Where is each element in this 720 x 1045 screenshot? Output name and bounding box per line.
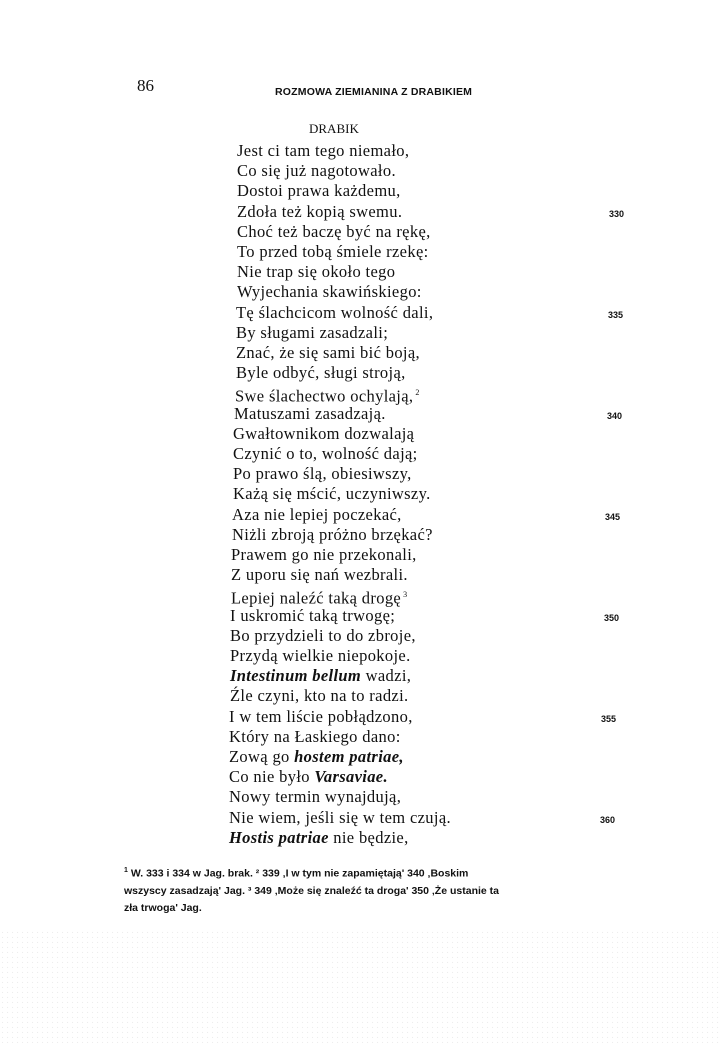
verse-text: Każą się mścić, uczyniwszy. xyxy=(233,484,431,504)
verse-line xyxy=(236,303,433,323)
verse-line xyxy=(229,747,404,767)
verse-line xyxy=(237,222,431,242)
verse-line xyxy=(230,686,409,706)
verse-line xyxy=(237,262,395,282)
footnote-text: W. 333 i 334 w Jag. brak. ² 339 ‚I w tym nie zapamiętają' 340 ‚Boskim xyxy=(130,867,469,880)
verse-text: Jest ci tam tego niemało, xyxy=(237,141,410,160)
verse-line xyxy=(237,141,409,161)
verse-line xyxy=(231,565,408,585)
footnotes xyxy=(124,862,616,917)
verse-line xyxy=(229,808,451,828)
verse-text: Wyjechania skawińskiego: xyxy=(237,282,422,302)
verse-line xyxy=(236,323,388,343)
line-number: 335 xyxy=(608,309,624,320)
verse-text: Nie wiem, jeśli się w tem czują. xyxy=(229,807,451,827)
verse-line xyxy=(233,444,418,464)
speaker-label: DRABIK xyxy=(309,121,359,136)
verse-line xyxy=(230,646,411,666)
verse-text: Gwałtownikom dozwalają xyxy=(233,423,415,443)
verse-text: Nie trap się około tego xyxy=(237,262,396,282)
verse-text: Bo przydzieli to do zbroje, xyxy=(230,625,416,645)
page-number: 86 xyxy=(137,76,154,95)
verse-line xyxy=(230,666,411,686)
verse-line xyxy=(236,363,406,383)
verse-line xyxy=(237,181,401,201)
verse-text: I w tem liście pobłądzono, xyxy=(229,706,413,726)
line-number: 355 xyxy=(601,713,617,724)
verse-text: Lepiej naleźć taką drogę xyxy=(231,588,402,608)
verse-line xyxy=(229,787,401,807)
verse-text: Swe ślachectwo ochylają, xyxy=(235,386,414,406)
verse-text: Tę ślachcicom wolność dali, xyxy=(236,302,434,322)
verse-text: Znać, że się sami bić boją, xyxy=(236,343,421,362)
verse-line xyxy=(229,828,409,848)
verse-text: Czynić o to, wolność dają; xyxy=(233,444,418,463)
verse-text: Choć też baczę być na rękę, xyxy=(237,221,431,241)
verse-text: Co się już nagotowało. xyxy=(237,161,396,181)
verse-line xyxy=(231,545,417,565)
verse-line xyxy=(232,525,433,545)
verse-text: Prawem go nie przekonali, xyxy=(231,545,417,564)
line-number: 345 xyxy=(605,511,621,522)
verse-text: Przydą wielkie niepokoje. xyxy=(230,646,411,665)
verse-line xyxy=(232,505,402,525)
verse-text: By sługami zasadzali; xyxy=(236,322,389,342)
verse-text: I uskromić taką trwogę; xyxy=(230,605,396,625)
verse-text: Niżli zbroją próżno brzękać? xyxy=(232,524,433,544)
verse-line xyxy=(233,484,431,504)
line-number: 350 xyxy=(604,612,620,623)
verse-text: Z uporu się nań wezbrali. xyxy=(231,565,408,585)
line-number: 360 xyxy=(600,814,616,825)
footnote-line xyxy=(124,900,616,917)
verse-text: To przed tobą śmiele rzekę: xyxy=(237,242,429,261)
verse-text: Po prawo ślą, obiesiwszy, xyxy=(233,464,412,484)
verse-line xyxy=(229,727,401,747)
footnote-text: wszyscy zasadzają' Jag. ³ 349 ‚Może się znaleźć ta droga' 350 ‚Że ustanie ta xyxy=(124,884,499,897)
verse-line xyxy=(229,707,413,727)
verse-line xyxy=(230,606,395,626)
verse-text: Nowy termin wynajdują, xyxy=(229,787,402,807)
verse-line xyxy=(237,202,402,222)
running-head: ROZMOWA ZIEMIANINA Z DRABIKIEM xyxy=(275,86,473,98)
verse-text: Który na Łaskiego dano: xyxy=(229,726,401,746)
footnote-line xyxy=(124,883,616,900)
verse-text: Intestinum bellum wadzi, xyxy=(230,666,412,686)
verse-line xyxy=(237,242,429,262)
line-number: 340 xyxy=(607,410,623,421)
line-number: 330 xyxy=(609,208,625,219)
footnote-line xyxy=(124,862,616,883)
verse-line xyxy=(236,343,420,363)
verse-line xyxy=(237,282,422,302)
footnote-reference: 3 xyxy=(403,590,408,600)
footnote-mark: 1 xyxy=(124,867,128,874)
verse-line xyxy=(234,404,386,424)
footnote-reference: 2 xyxy=(415,388,420,398)
verse-text: Dostoi prawa każdemu, xyxy=(237,181,401,201)
footnote-text: zła trwoga' Jag. xyxy=(124,901,202,914)
verse-line xyxy=(233,424,414,444)
verse-text: Co nie było Varsaviae. xyxy=(229,767,388,787)
verse-text: Zdoła też kopią swemu. xyxy=(237,201,403,221)
scan-noise-texture xyxy=(0,930,720,1045)
verse-line xyxy=(230,626,416,646)
verse-text: Byle odbyć, sługi stroją, xyxy=(236,363,406,383)
verse-text: Hostis patriae nie będzie, xyxy=(229,827,409,847)
verse-line xyxy=(237,161,396,181)
verse-text: Zową go hostem patriae, xyxy=(229,747,404,766)
verse-text: Źle czyni, kto na to radzi. xyxy=(230,686,409,706)
verse-text: Matuszami zasadzają. xyxy=(234,403,386,423)
verse-text: Aza nie lepiej poczekać, xyxy=(232,504,402,524)
verse-line xyxy=(233,464,412,484)
verse-line xyxy=(229,767,388,787)
